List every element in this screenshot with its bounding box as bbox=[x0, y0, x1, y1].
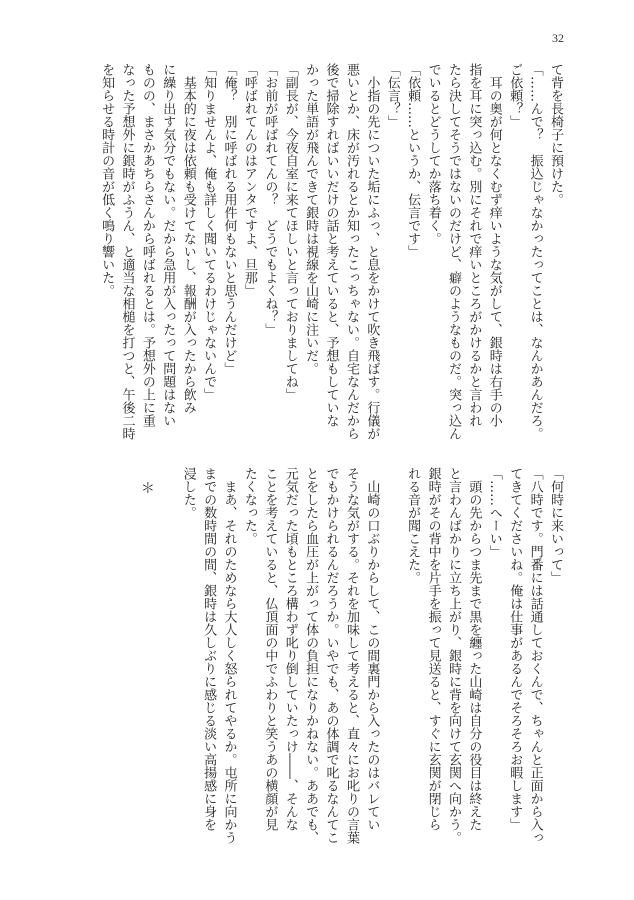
text-line: 銀時がその背中を片手を振って見送ると、すぐに玄関が閉じら bbox=[425, 467, 441, 831]
text-line: 「知りませんよ、俺も詳しく聞いてるわけじゃないんで」 bbox=[201, 63, 217, 401]
text-line: を知らせる時計の音が低く鳴り響いた。 bbox=[99, 63, 115, 297]
text-line: かった単語が飛んできて銀時は視線を山崎に注いだ。 bbox=[303, 63, 319, 375]
text-line: とをしたら血圧が上がって体の負担になりかねない。ああでも、 bbox=[303, 467, 319, 844]
text-line: 「お前が呼ばれてんの？ どうでもよくね？」 bbox=[262, 63, 278, 336]
text-line: たくなった。 bbox=[241, 467, 257, 545]
text-line: まあ、それのためなら大人しく怒られてやるか。屯所に向かう bbox=[221, 480, 237, 844]
text-line: 耳の奥が何となくむず痒いような気がして、銀時は右手の小 bbox=[486, 76, 502, 427]
text-line: ご依頼？」 bbox=[507, 63, 523, 128]
scene-break-asterisk: ＊ bbox=[138, 481, 155, 495]
text-line: たら決してそうではないのだけど、癖のようなものだ。突っ込ん bbox=[445, 63, 461, 440]
text-line: 「八時です。門番には話通しておくんで、ちゃんと正面から入っ bbox=[527, 467, 543, 844]
text-line: 悪いとか、床が汚れるとか知ったこっちゃない。自宅なんだから bbox=[343, 63, 359, 440]
text-line: でもかけられるんだろうか。いやでも、あの体調で叱るなんてこ bbox=[323, 467, 339, 844]
text-line: 「俺？ 別に呼ばれる用件何もないと思うんだけど」 bbox=[221, 63, 237, 375]
text-line: 指を耳に突っ込む。別にそれで痒いところがかけるかと言われ bbox=[466, 63, 482, 427]
text-line: 小指の先についた垢にふっ、と息をかけて吹き飛ばす。行儀が bbox=[364, 76, 380, 440]
text-line: 頭の先からつま先まで黒を纏った山崎は自分の役目は終えた bbox=[466, 480, 482, 831]
text-line: 浸した。 bbox=[180, 467, 196, 519]
text-line: に繰り出す気分でもない。だから急用が入ったって問題はない bbox=[160, 63, 176, 427]
text-line: て背を長椅子に預けた。 bbox=[548, 63, 563, 206]
text-line: 後で掃除すればいいだけの話と考えていると、予想もしていな bbox=[323, 63, 339, 427]
blank-line bbox=[381, 467, 401, 468]
text-line: までの数時間の間、銀時は久しぶりに感じる淡い高揚感に身を bbox=[201, 467, 217, 831]
bottom-text-block bbox=[137, 467, 566, 859]
blank-line bbox=[157, 467, 177, 468]
text-line: 「……へーい」 bbox=[486, 467, 502, 558]
text-line: 「呼ばれてんのはアンタですよ、旦那」 bbox=[241, 63, 257, 297]
text-line: ことを考えていると、仏頂面の中でふわりと笑うあの横顔が見 bbox=[262, 467, 278, 831]
text-line: 元気だった頃もところ構わず叱り倒していたっけ――、そんな bbox=[282, 467, 298, 831]
text-line: 「依頼……というか、伝言です」 bbox=[405, 63, 421, 258]
text-line: なった予想外に銀時がふうん、と適当な相槌を打つと、午後二時 bbox=[119, 63, 135, 440]
page-number: 32 bbox=[552, 31, 564, 45]
text-line: と言わんばかりに立ち上がり、銀時に背を向けて玄関へ向かう。 bbox=[445, 467, 461, 844]
text-line: ものの、まさかあちらさんから呼ばれるとは。予想外の上に重 bbox=[139, 63, 155, 427]
text-line: 「……んで？ 振込じゃなかったってことは、なんかあんだろ。 bbox=[527, 63, 543, 440]
text-line: 基本的に夜は依頼も受けてないし、報酬が入ったから飲み bbox=[180, 76, 196, 414]
text-line: 山崎の口ぶりからして、この間裏門から入ったのはバレてい bbox=[364, 480, 380, 831]
text-line: そうな気がする。それを加味して考えると、直々にお叱りの言葉 bbox=[343, 467, 359, 844]
text-line: れる音が聞こえた。 bbox=[405, 467, 421, 584]
text-line: 「伝言？」 bbox=[384, 63, 400, 128]
text-line: てきてくださいね。俺は仕事があるんでそろそろお暇します」 bbox=[507, 467, 523, 831]
text-line: 「何時に来いって」 bbox=[548, 467, 563, 584]
text-line: でいるとどうしてか落ち着く。 bbox=[425, 63, 441, 245]
top-text-block bbox=[96, 63, 565, 455]
text-line: 「副長が、今夜自室に来てほしいと言っておりましてね」 bbox=[282, 63, 298, 401]
